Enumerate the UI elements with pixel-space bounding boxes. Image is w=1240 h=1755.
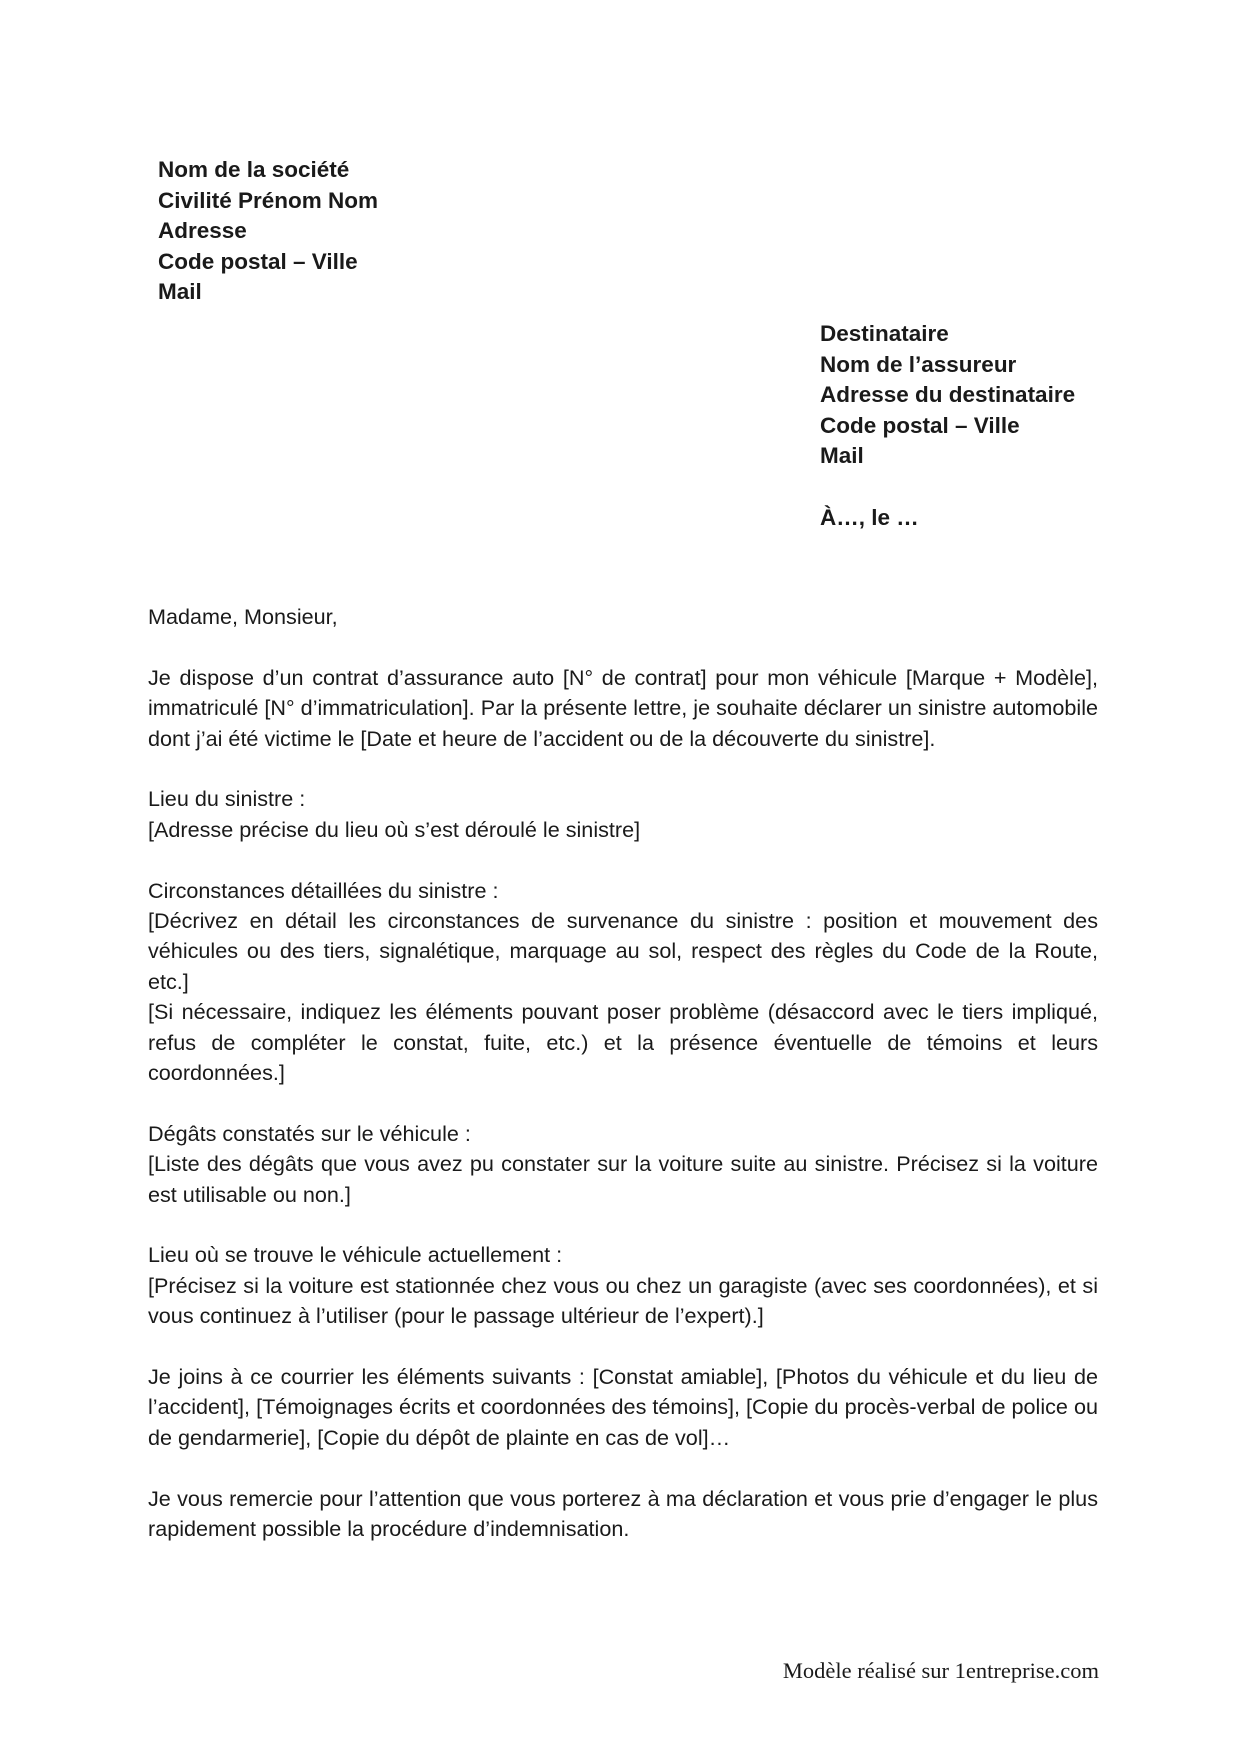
sender-address: Adresse [158, 218, 247, 243]
recipient-mail: Mail [820, 443, 864, 468]
circumstances-section [148, 876, 1098, 1089]
recipient-label: Destinataire [820, 321, 949, 346]
location-text: [Adresse précise du lieu où s’est déroulé le sinistre] [148, 816, 641, 842]
intro-paragraph: Je dispose d’un contrat d’assurance auto [N° de contrat] pour mon véhicule [Marque + Modèle], immatriculé [N° d’immatriculation]. Par la présente lettre, je souhaite déclarer un sinistre automobile dont j’ai été victime le [Date et heure de l’accident ou de la découverte du sinistre]. [148, 664, 1098, 751]
sender-name: Civilité Prénom Nom [158, 187, 379, 213]
circumstances-text-2: [Si nécessaire, indiquez les éléments pouvant poser problème (désaccord avec le tiers impliqué, refus de compléter le constat, fuite, etc.) et la présence éventuelle de témoins et leurs coordonnées.] [148, 999, 1098, 1086]
footer-credit: Modèle réalisé sur 1entreprise.com [782, 1658, 1099, 1683]
circumstances-text-1: [Décrivez en détail les circonstances de survenance du sinistre : position et mouvement des véhicules ou des tiers, signalétique, marquage au sol, respect des règles du Code de la Route, etc.] [148, 908, 1098, 994]
location-section [148, 784, 1098, 845]
recipient-block [820, 319, 1075, 472]
recipient-address: Adresse du destinataire [820, 382, 1076, 407]
attachments-paragraph: Je joins à ce courrier les éléments suivants : [Constat amiable], [Photos du véhicule et du lieu de l’accident], [Témoignages écrits et coordonnées des témoins], [Copie du procès-verbal de police ou de gendarmerie], [Copie du dépôt de plainte en cas de vol]… [148, 1364, 1098, 1450]
vehicle-location-heading: Lieu où se trouve le véhicule actuellement : [148, 1242, 563, 1268]
damage-text: [Liste des dégâts que vous avez pu constater sur la voiture suite au sinistre. Précisez si la voiture est utilisable ou non.] [148, 1151, 1098, 1207]
circumstances-heading: Circonstances détaillées du sinistre : [148, 877, 499, 903]
sender-mail: Mail [158, 279, 202, 304]
sender-city: Code postal – Ville [158, 248, 358, 274]
vehicle-location-text: [Précisez si la voiture est stationnée chez vous ou chez un garagiste (avec ses coordonnées), et si vous continuez à l’utiliser (pour le passage ultérieur de l’expert).] [148, 1272, 1098, 1329]
letter-body [148, 602, 1098, 1575]
damage-heading: Dégâts constatés sur le véhicule : [148, 1120, 471, 1146]
sender-block [158, 155, 378, 308]
closing-paragraph: Je vous remercie pour l’attention que vous porterez à ma déclaration et vous prie d’engager le plus rapidement possible la procédure d’indemnisation. [148, 1485, 1098, 1542]
salutation: Madame, Monsieur, [148, 604, 338, 629]
location-heading: Lieu du sinistre : [148, 786, 306, 812]
recipient-insurer: Nom de l’assureur [820, 351, 1017, 377]
recipient-city: Code postal – Ville [820, 412, 1020, 438]
letter-date: À…, le … [820, 505, 919, 530]
vehicle-location-section [148, 1240, 1098, 1331]
sender-company: Nom de la société [158, 157, 350, 182]
damage-section [148, 1119, 1098, 1210]
